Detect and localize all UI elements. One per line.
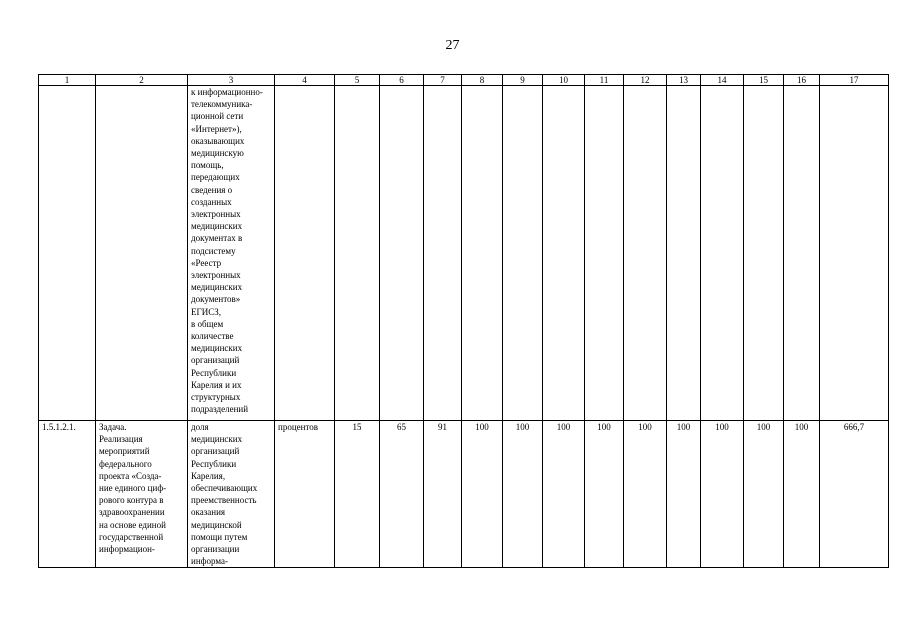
value-cell xyxy=(462,86,503,421)
value-cell xyxy=(820,86,889,421)
value-cell xyxy=(543,86,585,421)
header-cell: 1 xyxy=(39,75,96,86)
value-cell: 100 xyxy=(624,421,667,568)
header-cell: 5 xyxy=(335,75,380,86)
indicator-cell: доля медицинских организаций Республики Карелия, обеспечивающих преемственность оказания медицинской помощи путем организации информа- xyxy=(188,421,275,568)
row-number-cell xyxy=(39,86,96,421)
header-cell: 12 xyxy=(624,75,667,86)
header-cell: 6 xyxy=(380,75,424,86)
indicator-table xyxy=(38,74,889,568)
value-cell xyxy=(784,86,820,421)
header-row xyxy=(39,75,889,86)
value-cell: 100 xyxy=(667,421,701,568)
header-cell: 14 xyxy=(701,75,744,86)
header-cell: 11 xyxy=(585,75,624,86)
header-cell: 7 xyxy=(424,75,462,86)
value-cell: 100 xyxy=(701,421,744,568)
value-cell: 100 xyxy=(503,421,543,568)
value-cell: 666,7 xyxy=(820,421,889,568)
value-cell xyxy=(667,86,701,421)
value-cell xyxy=(701,86,744,421)
table-row xyxy=(39,421,889,568)
header-cell: 8 xyxy=(462,75,503,86)
header-cell: 4 xyxy=(275,75,335,86)
indicator-cell: к информационно- телекоммуника- ционной сети «Интернет»), оказывающих медицинскую помощь, передающих сведения о созданных электронных медицинских документах в подсистему «Реестр электронных медицинских документов» ЕГИСЗ, в общем количестве медицинских организаций Республики Карелия и их структурных подразделений xyxy=(188,86,275,421)
page-number: 27 xyxy=(445,38,460,53)
value-cell xyxy=(624,86,667,421)
value-cell: 100 xyxy=(543,421,585,568)
value-cell: 100 xyxy=(462,421,503,568)
header-cell: 16 xyxy=(784,75,820,86)
header-cell: 15 xyxy=(744,75,784,86)
value-cell xyxy=(424,86,462,421)
header-cell: 3 xyxy=(188,75,275,86)
value-cell: 15 xyxy=(335,421,380,568)
header-cell: 17 xyxy=(820,75,889,86)
unit-cell: процентов xyxy=(275,421,335,568)
value-cell: 100 xyxy=(744,421,784,568)
value-cell xyxy=(744,86,784,421)
header-cell: 13 xyxy=(667,75,701,86)
value-cell xyxy=(585,86,624,421)
header-cell: 9 xyxy=(503,75,543,86)
value-cell xyxy=(335,86,380,421)
task-cell xyxy=(96,86,188,421)
value-cell: 65 xyxy=(380,421,424,568)
value-cell xyxy=(503,86,543,421)
value-cell xyxy=(380,86,424,421)
header-cell: 2 xyxy=(96,75,188,86)
value-cell: 100 xyxy=(784,421,820,568)
unit-cell xyxy=(275,86,335,421)
value-cell: 91 xyxy=(424,421,462,568)
task-cell: Задача. Реализация мероприятий федерального проекта «Созда- ние единого циф- рового контура в здравоохранении на основе единой государственной информацион- xyxy=(96,421,188,568)
value-cell: 100 xyxy=(585,421,624,568)
table-row xyxy=(39,86,889,421)
row-number-cell: 1.5.1.2.1. xyxy=(39,421,96,568)
header-cell: 10 xyxy=(543,75,585,86)
